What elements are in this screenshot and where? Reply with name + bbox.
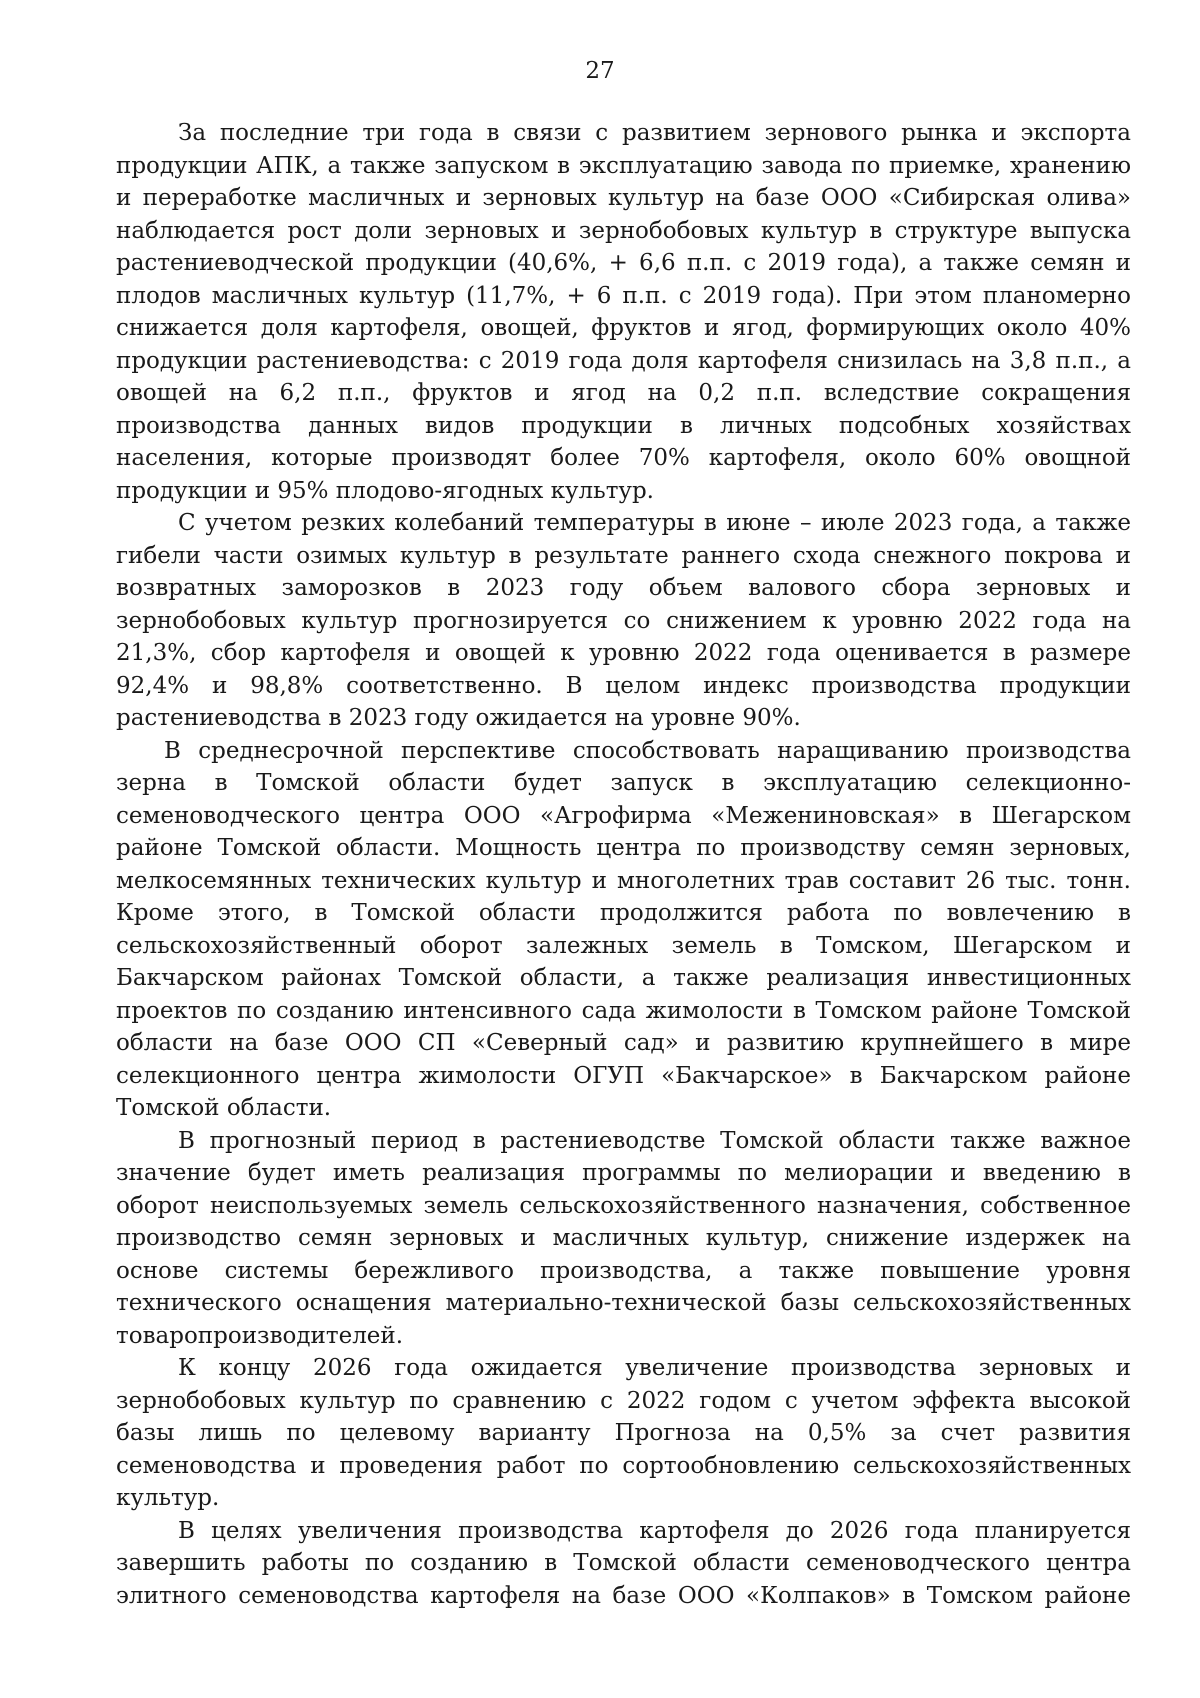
paragraph-grain-market: За последние три года в связи с развитием зернового рынка и экспорта продукции АПК, а также запуском в эксплуатацию завода по приемке, хранению и переработке масличных и зерновых культур на базе ООО «Сибирская олива» наблюдается рост доли зерновых и зернобобовых культур в структуре выпуска растениеводческой продукции (40,6%, + 6,6 п.п. с 2019 года), а также семян и плодов масличных культур (11,7%, + 6 п.п. с 2019 года). При этом планомерно снижается доля картофеля, овощей, фруктов и ягод, формирующих около 40% продукции растениеводства: с 2019 года доля картофеля снизилась на 3,8 п.п., а овощей на 6,2 п.п., фруктов и ягод на 0,2 п.п. вследствие сокращения производства данных видов продукции в личных подсобных хозяйствах населения, которые производят более 70% картофеля, около 60% овощной продукции и 95% плодово-ягодных культур. bbox=[116, 120, 1131, 504]
paragraph-end-2026: К концу 2026 года ожидается увеличение производства зерновых и зернобобовых культур по сравнению с 2022 годом с учетом эффекта высокой базы лишь по целевому варианту Прогноза на 0,5% за счет развития семеноводства и проведения работ по сортообновлению сельскохозяйственных культур. bbox=[116, 1355, 1131, 1511]
document-body bbox=[116, 117, 1131, 1612]
page-number: 27 bbox=[585, 58, 615, 84]
paragraph-medium-term: В среднесрочной перспективе способствовать наращиванию производства зерна в Томской области будет запуск в эксплуатацию селекционно-семеноводческого центра ООО «Агрофирма «Межениновская» в Шегарском районе Томской области. Мощность центра по производству семян зерновых, мелкосемянных технических культур и многолетних трав составит 26 тыс. тонн. Кроме этого, в Томской области продолжится работа по вовлечению в сельскохозяйственный оборот залежных земель в Томском, Шегарском и Бакчарском районах Томской области, а также реализация инвестиционных проектов по созданию интенсивного сада жимолости в Томском районе Томской области на базе ООО СП «Северный сад» и развитию крупнейшего в мире селекционного центра жимолости ОГУП «Бакчарское» в Бакчарском районе Томской области. bbox=[116, 737, 1131, 1121]
paragraph-forecast-period: В прогнозный период в растениеводстве Томской области также важное значение будет иметь реализация программы по мелиорации и введению в оборот неиспользуемых земель сельскохозяйственного назначения, собственное производство семян зерновых и масличных культур, снижение издержек на основе системы бережливого производства, а также повышение уровня технического оснащения материально-технической базы сельскохозяйственных товаропроизводителей. bbox=[116, 1127, 1131, 1349]
paragraph-weather-2023: С учетом резких колебаний температуры в июне – июле 2023 года, а также гибели части озимых культур в результате раннего схода снежного покрова и возвратных заморозков в 2023 году объем валового сбора зерновых и зернобобовых культур прогнозируется со снижением к уровню 2022 года на 21,3%, сбор картофеля и овощей к уровню 2022 года оценивается в размере 92,4% и 98,8% соответственно. В целом индекс производства продукции растениеводства в 2023 году ожидается на уровне 90%. bbox=[116, 510, 1131, 731]
paragraph-potato-production: В целях увеличения производства картофеля до 2026 года планируется завершить работы по созданию в Томской области семеноводческого центра элитного семеноводства картофеля на базе ООО «Колпаков» в Томском районе bbox=[116, 1517, 1131, 1609]
